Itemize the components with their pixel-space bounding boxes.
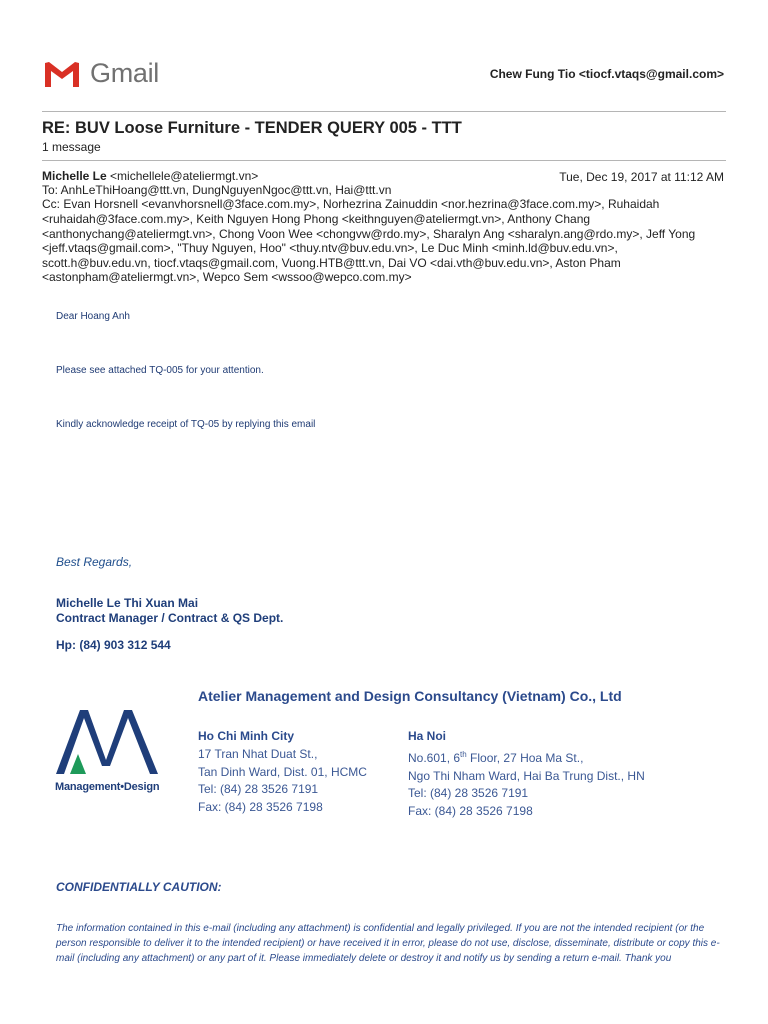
sender	[42, 169, 258, 183]
sender-name: Michelle Le	[42, 169, 107, 183]
signature-name: Michelle Le Thi Xuan Mai	[56, 596, 199, 610]
office-phone: Tel: (84) 28 3526 7191	[408, 786, 529, 800]
caution-title: CONFIDENTIALLY CAUTION:	[56, 880, 222, 894]
sender-email: <michellele@ateliermgt.vn>	[110, 169, 259, 183]
company-name: Atelier Management and Design Consultancy (Vietnam) Co., Ltd	[198, 688, 622, 704]
gmail-envelope-icon	[42, 59, 82, 89]
cc-line: <jeff.vtaqs@gmail.com>, "Thuy Nguyen, Hoo" <thuy.ntv@buv.edu.vn>, Le Duc Minh <minh.ld@buv.edu.vn>,	[42, 241, 618, 255]
office-address: No.601, 6th Floor, 27 Hoa Ma St.,	[408, 750, 584, 765]
office-phone: Tel: (84) 28 3526 7191	[198, 782, 319, 796]
caution-text: The information contained in this e-mail (including any attachment) is confidential and legally privileged. If you are not the intended recipient (or the person responsible to deliver it to the intended recipient) or have received it in error, please do not use, disclose, disseminate, distribute or copy this e-mail (including any attachment) or any part of it. Please immediately delete or destroy it and notify us by sending a return e-mail. Thank you	[56, 923, 720, 964]
body-paragraph: Kindly acknowledge receipt of TQ-05 by replying this email	[56, 419, 316, 430]
hanoi-office	[408, 729, 645, 820]
to-recipients: To: AnhLeThiHoang@ttt.vn, DungNguyenNgoc@ttt.vn, Hai@ttt.vn	[42, 183, 392, 197]
gmail-wordmark: Gmail	[90, 58, 160, 88]
office-fax: Fax: (84) 28 3526 7198	[198, 799, 323, 814]
cc-line: <anthonychang@ateliermgt.vn>, Chong Voon Wee <chongvw@rdo.my>, Sharalyn Ang <sharalyn.ang@rdo.my>, Jeff Yong	[42, 227, 696, 241]
account-identity: Chew Fung Tio <tiocf.vtaqs@gmail.com>	[489, 67, 724, 81]
thread-subject: RE: BUV Loose Furniture - TENDER QUERY 005 - TTT	[42, 119, 462, 137]
logo-caption: Management•Design	[55, 781, 160, 793]
greeting: Dear Hoang Anh	[56, 311, 130, 322]
cc-line: <astonpham@ateliermgt.vn>, Wepco Sem <wssoo@wepco.com.my>	[42, 270, 412, 284]
body-paragraph: Please see attached TQ-005 for your attention.	[56, 365, 264, 376]
gmail-logo	[42, 58, 159, 89]
signature-phone: Hp: (84) 903 312 544	[56, 638, 171, 652]
office-city: Ho Chi Minh City	[198, 729, 294, 743]
cc-line: Cc: Evan Horsnell <evanvhorsnell@3face.com.my>, Norhezrina Zainuddin <nor.hezrina@3face.com.my>, Ruhaidah	[42, 197, 660, 211]
office-city: Ha Noi	[408, 729, 447, 743]
header-divider	[42, 111, 726, 112]
cc-line: <ruhaidah@3face.com.my>, Keith Nguyen Hong Phong <keithnguyen@ateliermgt.vn>, Anthony Chang	[42, 212, 591, 226]
message-date: Tue, Dec 19, 2017 at 11:12 AM	[559, 170, 724, 184]
thread-divider	[42, 160, 726, 161]
office-address: Tan Dinh Ward, Dist. 01, HCMC	[198, 764, 367, 779]
office-fax: Fax: (84) 28 3526 7198	[408, 803, 533, 818]
hcm-office	[198, 729, 367, 816]
signature-title: Contract Manager / Contract & QS Dept.	[56, 611, 284, 625]
cc-line: scott.h@buv.edu.vn, tiocf.vtaqs@gmail.com, Vuong.HTB@ttt.vn, Dai VO <dai.vth@buv.edu.vn>, Aston Pham	[42, 256, 621, 270]
company-logo-icon	[54, 704, 166, 780]
closing: Best Regards,	[56, 555, 133, 569]
message-count: 1 message	[42, 140, 101, 154]
office-address: 17 Tran Nhat Duat St.,	[198, 747, 318, 761]
office-address: Ngo Thi Nham Ward, Hai Ba Trung Dist., HN	[408, 768, 645, 783]
